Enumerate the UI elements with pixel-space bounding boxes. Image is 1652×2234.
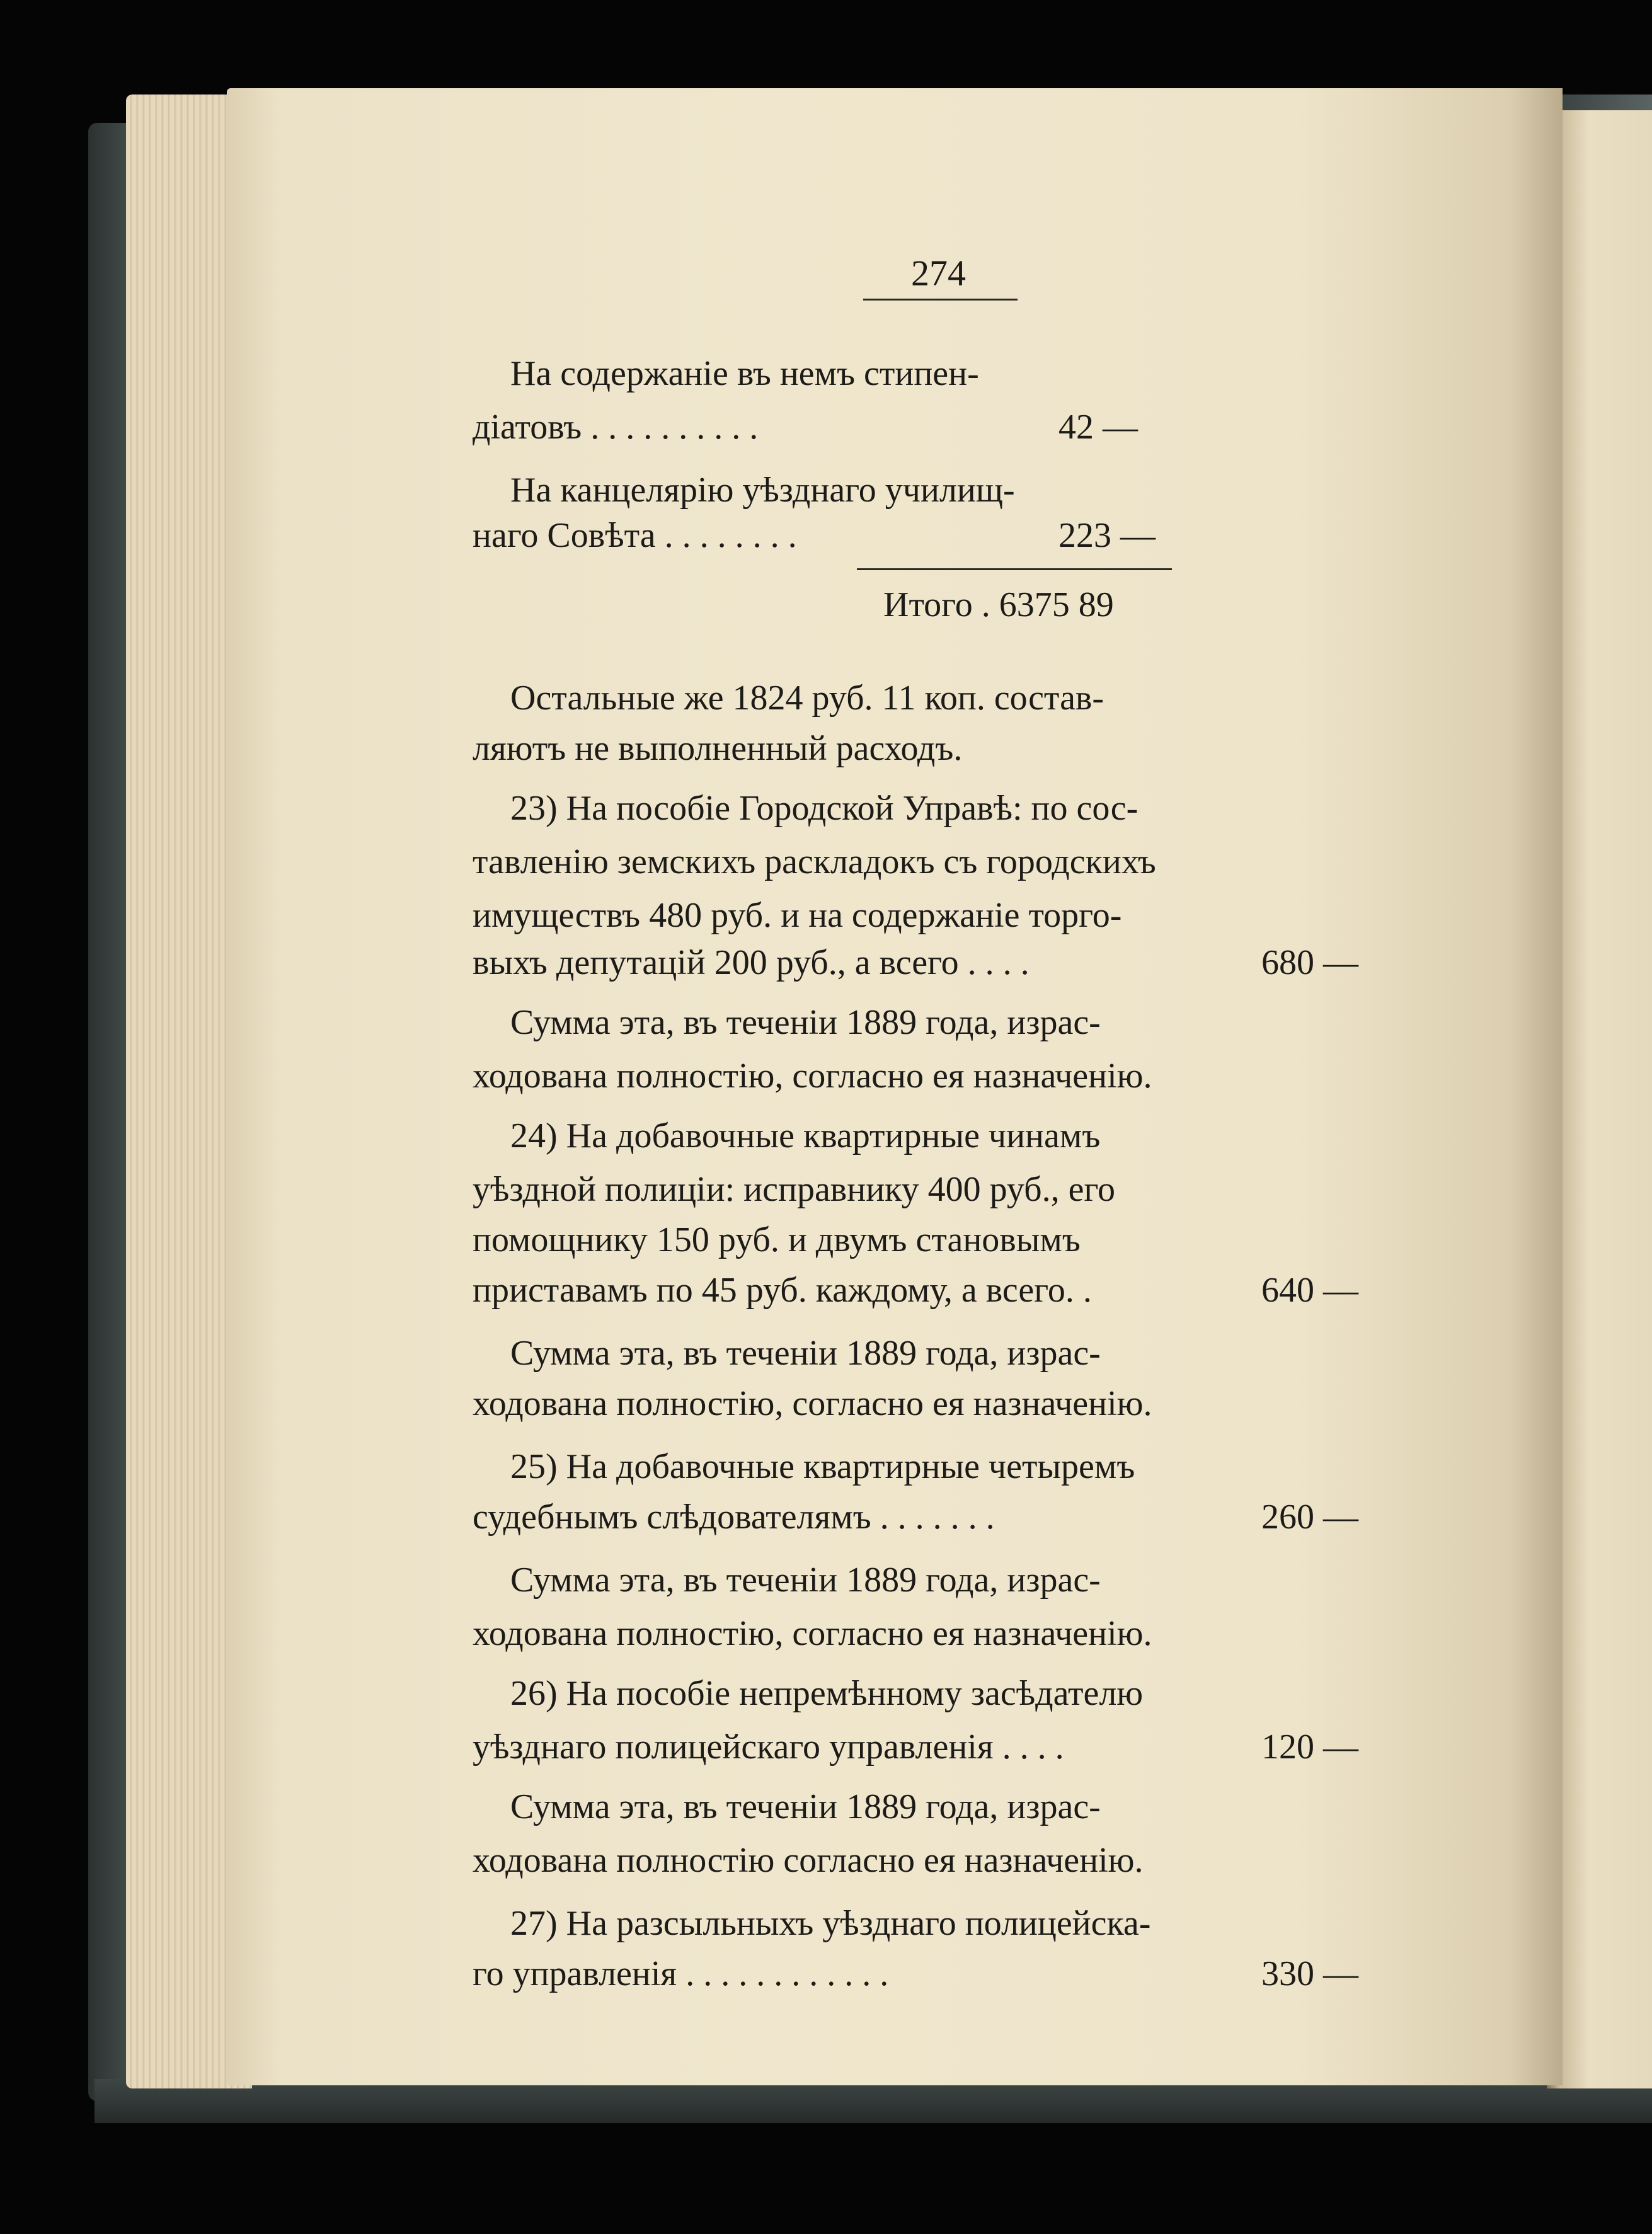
- line-amount: 680 —: [1261, 943, 1358, 982]
- text-line: ходована полностію, согласно ея назначенію.: [473, 1057, 1152, 1096]
- text-line: ходована полностію, согласно ея назначенію.: [473, 1614, 1152, 1653]
- text-line: уѣздной полиціи: исправнику 400 руб., его: [473, 1170, 1116, 1209]
- text-line: Сумма эта, въ теченіи 1889 года, израс-: [510, 1334, 1101, 1373]
- line-amount: 120 —: [1261, 1727, 1358, 1767]
- page-number-rule: [863, 299, 1018, 301]
- text-line: тавленію земскихъ раскладокъ съ городскихъ: [473, 842, 1156, 881]
- line-amount: 330 —: [1261, 1954, 1358, 1993]
- text-line: судебнымъ слѣдователямъ . . . . . . .: [473, 1498, 995, 1537]
- text-line: 25) На добавочные квартирные четыремъ: [510, 1447, 1135, 1486]
- text-line: ходована полностію, согласно ея назначенію.: [473, 1384, 1152, 1423]
- text-line: Сумма эта, въ теченіи 1889 года, израс-: [510, 1787, 1101, 1826]
- text-line: На содержаніе въ немъ стипен-: [510, 354, 979, 393]
- text-line: помощнику 150 руб. и двумъ становымъ: [473, 1220, 1081, 1259]
- text-line: 23) На пособіе Городской Управѣ: по сос-: [510, 789, 1139, 828]
- text-line: го управленія . . . . . . . . . . . .: [473, 1954, 889, 1993]
- text-line: наго Совѣта . . . . . . . .: [473, 516, 797, 555]
- line-amount: 260 —: [1261, 1498, 1358, 1537]
- text-line: 26) На пособіе непремѣнному засѣдателю: [510, 1674, 1144, 1713]
- line-amount: 640 —: [1261, 1271, 1358, 1310]
- text-line: ляютъ не выполненный расходъ.: [473, 729, 963, 768]
- line-amount: 223 —: [1058, 516, 1156, 555]
- page-number: 274: [911, 253, 966, 294]
- sum-rule: [857, 568, 1172, 570]
- text-line: выхъ депутацій 200 руб., а всего . . . .: [473, 943, 1030, 982]
- text-line: имуществъ 480 руб. и на содержаніе торго-: [473, 896, 1122, 935]
- text-line: ходована полностію согласно ея назначенію.: [473, 1841, 1144, 1880]
- text-line: уѣзднаго полицейскаго управленія . . . .: [473, 1727, 1064, 1767]
- text-line: Сумма эта, въ теченіи 1889 года, израс-: [510, 1561, 1101, 1600]
- text-line: 27) На разсыльныхъ уѣзднаго полицейска-: [510, 1904, 1151, 1943]
- book-cover-bottom: [95, 2079, 1652, 2123]
- text-line: Сумма эта, въ теченіи 1889 года, израс-: [510, 1003, 1101, 1042]
- facing-page-edge: [1547, 110, 1652, 2088]
- text-line: приставамъ по 45 руб. каждому, а всего. .: [473, 1271, 1092, 1310]
- text-line: діатовъ . . . . . . . . . .: [473, 408, 759, 447]
- total-line: Итого . 6375 89: [883, 585, 1114, 624]
- text-line: На канцелярію уѣзднаго училищ-: [510, 471, 1015, 510]
- text-line: 24) На добавочные квартирные чинамъ: [510, 1116, 1101, 1155]
- text-line: Остальные же 1824 руб. 11 коп. состав-: [510, 679, 1104, 718]
- line-amount: 42 —: [1058, 408, 1138, 447]
